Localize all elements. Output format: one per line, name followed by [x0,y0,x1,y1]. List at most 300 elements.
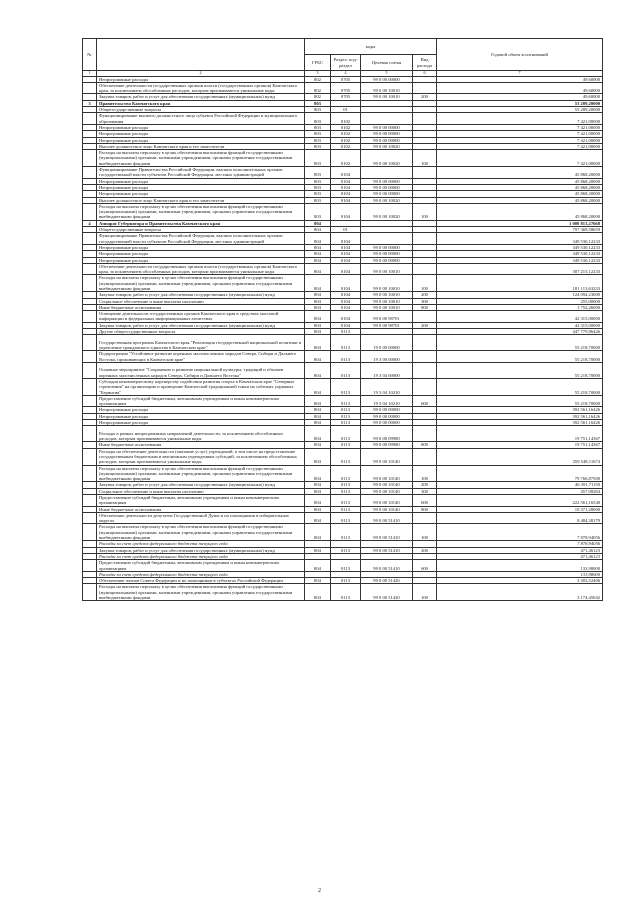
row-number [83,113,97,125]
row-target-code: 99 0 00 10140 [361,488,413,494]
row-section-code: 01 [331,227,361,233]
row-target-code: 99 0 00 00000 [361,257,413,263]
row-name: Непрограммные расходы [97,76,305,82]
row-amount: 55 218,70000 [437,362,603,378]
row-expense-type: 800 [413,304,437,310]
row-expense-type [413,113,437,125]
row-amount: 392 561,16426 [437,407,603,413]
row-section-code: 0113 [331,362,361,378]
row-name: Предоставление субсидий бюджетным, автономным учреждениям и иным некоммерческим организациям [97,560,305,572]
column-number: 1 [83,71,97,77]
row-expense-type: 100 [413,584,437,601]
row-name: Высшее должностное лицо Камчатского края и его заместители [97,143,305,149]
row-section-code: 0113 [331,488,361,494]
row-amount: 7 878,94056 [437,541,603,547]
row-number [83,524,97,541]
row-grbs-code: 804 [305,512,331,524]
row-target-code: 19 3 04 10210 [361,378,413,395]
header-no: № [83,39,97,71]
row-name: Непрограммные расходы [97,178,305,184]
row-grbs-code: 803 [305,131,331,137]
row-section-code: 0104 [331,178,361,184]
row-target-code [361,233,413,245]
column-number: 3 [305,71,331,77]
row-target-code: 99 0 00 00000 [361,251,413,257]
row-expense-type: 200 [413,547,437,553]
row-section-code: 0113 [331,335,361,351]
row-section-code: 0113 [331,560,361,572]
row-name: Государственная программа Камчатского края "Реализация государственной национальной политики и укрепление гражданского единства в Камчатском крае" [97,335,305,351]
row-number [83,82,97,94]
row-number [83,311,97,323]
row-name: Функционирование высшего должностного лица субъекта Российской Федерации и муниципального образования [97,113,305,125]
row-name: Предоставление субсидий бюджетным, автономным учреждениям и иным некоммерческим организациям [97,495,305,507]
row-expense-type [413,335,437,351]
row-section-code: 0113 [331,506,361,512]
row-name: Непрограммные расходы [97,131,305,137]
column-number: 5 [361,71,413,77]
row-grbs-code: 804 [305,395,331,407]
row-section-code: 0104 [331,298,361,304]
row-target-code: 99 0 00 10140 [361,448,413,465]
row-target-code: 99 0 00 00000 [361,244,413,250]
row-amount: 55 218,70000 [437,395,603,407]
table-row [83,465,603,482]
header-vid: Вид расхода [413,55,437,71]
row-amount: 255,00000 [437,298,603,304]
row-name: Обеспечение деятельности депутатов Государственной Думы и их помощников в избирательных округах [97,512,305,524]
row-section-code: 0104 [331,244,361,250]
row-name: Аппарат Губернатора и Правительства Камчатского края [97,220,305,226]
row-grbs-code: 803 [305,143,331,149]
row-name: Обеспечение деятельности государственных органов власти (государственных органов) Камчатского края, за исключением обособленных расходов, которым присваиваются уникальные коды [97,263,305,275]
row-grbs-code: 804 [305,275,331,292]
row-name: Закупка товаров, работ и услуг для обеспечения государственных (муниципальных) нужд [97,292,305,298]
row-grbs-code: 804 [305,304,331,310]
row-section-code: 0113 [331,482,361,488]
row-number [83,395,97,407]
row-grbs-code: 804 [305,335,331,351]
row-amount: 7 421,00000 [437,113,603,125]
table-row [83,524,603,541]
column-number: 2 [97,71,305,77]
row-name: Расходы за счет средств федерального бюджета текущего года [97,571,305,577]
row-amount: 307 215,12233 [437,263,603,275]
row-name: Непрограммные расходы [97,184,305,190]
row-name: Правительство Камчатского края [97,100,305,106]
row-amount: 45 868,20000 [437,191,603,197]
row-grbs-code: 804 [305,547,331,553]
row-grbs-code: 804 [305,292,331,298]
row-section-code: 0113 [331,407,361,413]
row-name: Иные бюджетные ассигнования [97,442,305,448]
row-target-code: 99 0 00 10020 [361,143,413,149]
row-expense-type: 100 [413,275,437,292]
column-number: 4 [331,71,361,77]
row-grbs-code: 804 [305,329,331,335]
row-name: Расходы на выплаты персоналу в целях обеспечения выполнения функций государственными (муниципальными) органами, казенными учреждениями, органами управления государственными внебюджетными фондами [97,524,305,541]
row-section-code: 0104 [331,304,361,310]
row-section-code: 0102 [331,137,361,143]
row-amount: 7 421,00000 [437,150,603,167]
row-section-code: 0104 [331,322,361,328]
row-amount: 55 218,70000 [437,378,603,395]
row-amount: 1 008 813,27668 [437,220,603,226]
row-amount: 349 530,12233 [437,257,603,263]
row-section-code: 0113 [331,329,361,335]
row-expense-type [413,362,437,378]
budget-document [82,38,602,601]
row-section-code: 0104 [331,257,361,263]
row-target-code: 99 0 00 10010 [361,298,413,304]
row-number [83,351,97,363]
row-section-code: 0113 [331,495,361,507]
row-name: Социальное обеспечение и иные выплаты населению [97,488,305,494]
row-section-code: 0113 [331,584,361,601]
row-number [83,378,97,395]
row-target-code: 99 0 00 10010 [361,292,413,298]
row-expense-type: 100 [413,150,437,167]
row-expense-type: 100 [413,465,437,482]
row-amount: 797 369,58659 [437,227,603,233]
row-name: Иные бюджетные ассигнования [97,304,305,310]
row-section-code: 0104 [331,203,361,220]
row-number [83,275,97,292]
row-target-code: 19 0 00 00000 [361,335,413,351]
row-expense-type [413,378,437,395]
row-name: Расходы за счет средств федерального бюджета текущего года [97,541,305,547]
row-grbs-code: 804 [305,426,331,442]
row-target-code: 99 0 00 10010 [361,94,413,100]
table-row [83,263,603,275]
row-name: Общегосударственные вопросы [97,107,305,113]
row-amount: 46 391,71150 [437,482,603,488]
row-name: Непрограммные расходы [97,420,305,426]
row-grbs-code: 804 [305,584,331,601]
row-expense-type [413,426,437,442]
row-amount: 3 174,45042 [437,584,603,601]
row-expense-type: 300 [413,298,437,304]
row-grbs-code: 804 [305,378,331,395]
row-grbs-code: 804 [305,251,331,257]
row-target-code: 99 0 00 51410 [361,512,413,524]
row-amount: 7 878,94056 [437,524,603,541]
row-target-code: 99 0 00 00000 [361,131,413,137]
row-expense-type: 800 [413,506,437,512]
row-amount: 45 868,20000 [437,197,603,203]
row-grbs-code: 804 [305,298,331,304]
row-grbs-code: 804 [305,263,331,275]
row-amount: 55 218,70000 [437,351,603,363]
row-name: Расходы за счет средств федерального бюджета текущего года [97,553,305,559]
row-section-code: 0104 [331,251,361,257]
row-name: Обеспечение деятельности государственных органов власти (государственных органов) Камчатского края, за исключением обособленных расходов, которым присваиваются уникальные коды [97,82,305,94]
row-amount: 79 766,87500 [437,465,603,482]
row-expense-type [413,263,437,275]
row-grbs-code: 803 [305,113,331,125]
row-number [83,167,97,179]
row-name: Непрограммные расходы [97,257,305,263]
row-grbs-code: 803 [305,137,331,143]
row-amount: 19 751,14367 [437,426,603,442]
row-expense-type [413,512,437,524]
row-expense-type: 200 [413,482,437,488]
row-grbs-code: 804 [305,244,331,250]
row-expense-type: 100 [413,524,437,541]
row-number: 3 [83,100,97,106]
row-grbs-code: 804 [305,413,331,419]
table-row [83,426,603,442]
row-target-code: 99 0 00 00000 [361,184,413,190]
row-name: Функционирование Правительства Российской Федерации, высших исполнительных органов государственной власти субъектов Российской Федерации, местных администраций [97,167,305,179]
header-codes: коды [305,39,437,55]
row-amount: 222 561,16540 [437,495,603,507]
header-grbs: ГРБС [305,55,331,71]
row-target-code: 99 0 00 00000 [361,178,413,184]
row-target-code: 99 0 00 10010 [361,275,413,292]
row-name: Социальное обеспечение и иные выплаты населению [97,298,305,304]
page-number: 2 [318,888,321,894]
row-name: Непрограммные расходы [97,137,305,143]
row-target-code: 99 0 00 10140 [361,482,413,488]
table-row [83,203,603,220]
row-section-code: 0104 [331,167,361,179]
table-body [83,76,603,601]
row-section-code: 0113 [331,512,361,524]
row-grbs-code: 804 [305,351,331,363]
row-grbs-code: 804 [305,233,331,245]
row-target-code: 99 0 00 51410 [361,560,413,572]
row-amount: 133,98000 [437,560,603,572]
row-amount: 10 371,28000 [437,506,603,512]
row-section-code: 0104 [331,191,361,197]
row-name: Расходы на выплаты персоналу в целях обеспечения выполнения функций государственными (муниципальными) органами, казенными учреждениями, органами управления государственными внебюджетными фондами [97,584,305,601]
row-section-code: 0113 [331,547,361,553]
row-expense-type [413,82,437,94]
row-grbs-code: 803 [305,107,331,113]
header-amount: Годовой объем ассигнований [437,39,603,71]
row-target-code: 99 0 00 00000 [361,420,413,426]
row-name: Непрограммные расходы [97,244,305,250]
row-grbs-code: 803 [305,184,331,190]
row-section-code: 01 [331,107,361,113]
row-expense-type [413,351,437,363]
row-name: Предоставление субсидий бюджетным, автономным учреждениям и иным некоммерческим организациям [97,395,305,407]
row-target-code: 99 0 00 10140 [361,506,413,512]
row-target-code [361,113,413,125]
row-section-code: 0104 [331,263,361,275]
row-section-code: 0113 [331,420,361,426]
row-section-code: 0104 [331,292,361,298]
row-section-code: 0104 [331,197,361,203]
row-expense-type: 300 [413,488,437,494]
row-name: Общегосударственные вопросы [97,227,305,233]
row-amount: 349 530,12233 [437,233,603,245]
row-name: Освещение деятельности государственных органов Камчатского края в средствах массовой информации и федеральных информационных агентствах [97,311,305,323]
row-amount: 45 868,20000 [437,178,603,184]
table-row [83,395,603,407]
row-grbs-code: 804 [305,578,331,584]
row-amount: 49,60000 [437,94,603,100]
row-grbs-code: 804 [305,560,331,572]
row-expense-type: 800 [413,442,437,448]
row-section-code: 0113 [331,524,361,541]
row-name: Основное мероприятие "Сохранение и развитие национальной культуры, традиций и обычаев коренных малочисленных народов Севера, Сибири и Дальнего Востока" [97,362,305,378]
row-amount: 8 484,38179 [437,512,603,524]
row-section-code: 0705 [331,82,361,94]
row-section-code: 0113 [331,578,361,584]
row-grbs-code: 804 [305,482,331,488]
row-number [83,233,97,245]
row-expense-type: 200 [413,94,437,100]
row-grbs-code: 804 [305,220,331,226]
row-target-code: 99 0 00 51410 [361,547,413,553]
row-target-code: 99 0 00 10140 [361,465,413,482]
row-amount: 7 421,00000 [437,143,603,149]
row-number [83,448,97,465]
row-section-code: 0104 [331,184,361,190]
row-amount: 42 315,00000 [437,322,603,328]
row-section-code: 0102 [331,124,361,130]
row-expense-type: 100 [413,203,437,220]
row-expense-type: 200 [413,322,437,328]
column-number: 6 [413,71,437,77]
row-name: Обеспечение членов Совета Федерации и их помощников в субъектах Российской Федерации [97,578,305,584]
row-amount: 45 868,20000 [437,167,603,179]
row-grbs-code: 804 [305,465,331,482]
row-section-code: 0102 [331,150,361,167]
row-name: Другие общегосударственные вопросы [97,329,305,335]
row-grbs-code: 804 [305,322,331,328]
row-number [83,584,97,601]
row-number [83,426,97,442]
row-expense-type [413,233,437,245]
row-section-code: 0113 [331,351,361,363]
budget-table [82,38,603,601]
header-target: Целевая статья [361,55,413,71]
row-amount: 49,60000 [437,76,603,82]
row-grbs-code: 802 [305,76,331,82]
row-name: Расходы на выплаты персоналу в целях обеспечения выполнения функций государственными (муниципальными) органами, казенными учреждениями, органами управления государственными внебюджетными фондами [97,465,305,482]
table-row [83,167,603,179]
row-name: Расходы на обеспечение деятельности (оказание услуг) учреждений, в том числе на предоставление государственным бюджетным и автономным учреждениям субсидий, за исключением обособленных расходов, которым присваиваются уникальные коды [97,448,305,465]
row-amount: 349 530,12233 [437,251,603,257]
row-number [83,335,97,351]
row-name: Закупка товаров, работ и услуг для обеспечения государственных (муниципальных) нужд [97,94,305,100]
table-row [83,495,603,507]
row-grbs-code: 803 [305,124,331,130]
row-section-code: 0104 [331,233,361,245]
row-section-code: 0113 [331,413,361,419]
row-target-code: 99 0 00 51410 [361,524,413,541]
row-target-code: 99 0 00 98701 [361,322,413,328]
row-target-code: 99 0 00 10020 [361,150,413,167]
table-row [83,448,603,465]
row-target-code: 99 0 00 00000 [361,124,413,130]
row-section-code: 0113 [331,448,361,465]
row-target-code: 99 0 00 10010 [361,82,413,94]
table-row [83,378,603,395]
row-amount: 1 752,26000 [437,304,603,310]
row-amount: 471,46123 [437,547,603,553]
row-name: Расходы в рамках непрограммных направлений деятельности, за исключением обособленных расходов, которым присваиваются уникальные коды [97,426,305,442]
row-name: Высшее должностное лицо Камчатского края и его заместители [97,197,305,203]
row-amount: 42 315,00000 [437,311,603,323]
row-number [83,560,97,572]
row-amount: 49,60000 [437,82,603,94]
row-target-code [361,167,413,179]
row-amount: 447 779,86426 [437,329,603,335]
row-target-code: 99 0 00 00000 [361,407,413,413]
row-amount: 7 421,00000 [437,137,603,143]
row-expense-type: 600 [413,560,437,572]
row-target-code: 19 3 04 00000 [361,362,413,378]
row-section-code: 0113 [331,378,361,395]
row-section-code: 0104 [331,275,361,292]
row-target-code: 99 0 00 10020 [361,197,413,203]
row-target-code: 19 3 04 10210 [361,395,413,407]
row-number [83,512,97,524]
row-name: Иные бюджетные ассигнования [97,506,305,512]
row-amount: 457,08284 [437,488,603,494]
row-name: Закупка товаров, работ и услуг для обеспечения государственных (муниципальных) нужд [97,322,305,328]
row-target-code: 99 0 00 10010 [361,263,413,275]
row-grbs-code: 804 [305,495,331,507]
row-grbs-code: 804 [305,488,331,494]
row-name: Закупка товаров, работ и услуг для обеспечения государственных (муниципальных) нужд [97,482,305,488]
table-row [83,233,603,245]
row-target-code: 99 0 00 09980 [361,442,413,448]
row-target-code: 99 0 00 10020 [361,203,413,220]
row-target-code: 99 0 00 09980 [361,426,413,442]
row-grbs-code: 804 [305,442,331,448]
row-target-code: 99 0 00 00000 [361,137,413,143]
row-grbs-code: 802 [305,94,331,100]
row-grbs-code: 802 [305,82,331,94]
row-amount: 133,98000 [437,571,603,577]
row-amount: 124 094,23000 [437,292,603,298]
row-amount: 45 868,20000 [437,203,603,220]
row-target-code: 99 0 00 51420 [361,584,413,601]
row-name: Субсидия некоммерческому партнерству содействия развития спорта в Камчатском крае "Северные стремления" на организацию и проведение Камчатской традиционной гонки на собачьих упряжках "Берингия" [97,378,305,395]
row-amount: 53 289,20000 [437,107,603,113]
row-expense-type [413,167,437,179]
row-amount: 181 113,63233 [437,275,603,292]
table-row [83,335,603,351]
row-amount: 3 303,52406 [437,578,603,584]
table-row [83,275,603,292]
row-target-code: 99 0 00 10010 [361,304,413,310]
row-grbs-code: 804 [305,407,331,413]
row-grbs-code: 803 [305,178,331,184]
row-section-code: 0113 [331,426,361,442]
row-section-code: 0705 [331,94,361,100]
row-target-code: 99 0 00 00000 [361,76,413,82]
row-number [83,150,97,167]
row-grbs-code: 804 [305,524,331,541]
row-name: Непрограммные расходы [97,407,305,413]
row-grbs-code: 804 [305,311,331,323]
row-expense-type [413,311,437,323]
row-number [83,362,97,378]
row-number [83,203,97,220]
row-expense-type [413,448,437,465]
row-target-code: 99 0 00 98701 [361,311,413,323]
table-row [83,512,603,524]
row-name: Расходы на выплаты персоналу в целях обеспечения выполнения функций государственными (муниципальными) органами, казенными учреждениями, органами управления государственными внебюджетными фондами [97,150,305,167]
row-grbs-code: 804 [305,448,331,465]
row-section-code: 0102 [331,143,361,149]
